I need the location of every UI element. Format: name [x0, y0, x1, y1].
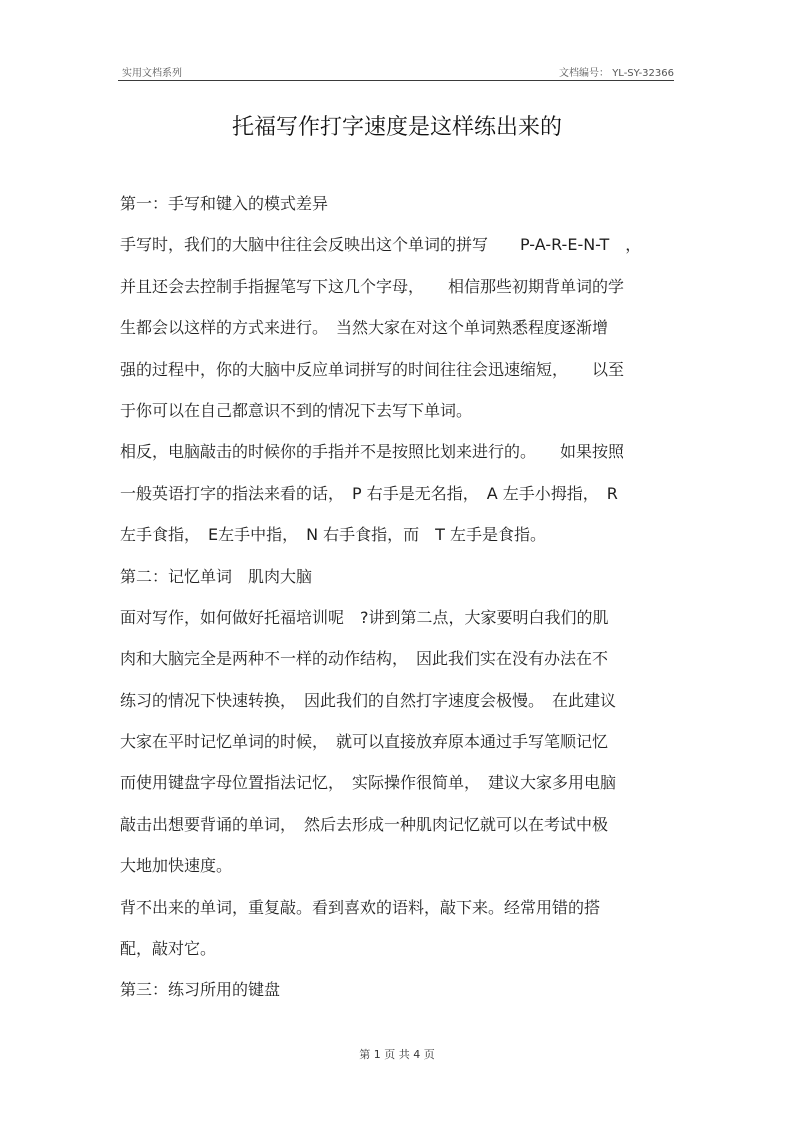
document-body	[120, 190, 680, 1018]
paragraph-line: 一般英语打字的指法来看的话， P 右手是无名指， A 左手小拇指， R	[120, 483, 618, 503]
page-header	[118, 62, 674, 81]
series-label: 实用文档系列	[122, 68, 182, 79]
paragraph-line: 左手食指， E左手中指， N 右手食指，而 T 左手是食指。	[120, 525, 547, 545]
paragraph-line: 敲击出想要背诵的单词， 然后去形成一种肌肉记忆就可以在考试中极	[120, 814, 609, 834]
section-heading-3: 第三：练习所用的键盘	[120, 980, 281, 1000]
paragraph-line: 并且还会去控制手指握笔写下这几个字母， 相信那些初期背单词的学	[120, 276, 625, 296]
paragraph-line: 手写时，我们的大脑中往往会反映出这个单词的拼写 P-A-R-E-N-T ，	[120, 235, 642, 255]
paragraph-line: 大家在平时记忆单词的时候， 就可以直接放弃原本通过手写笔顺记忆	[120, 732, 609, 752]
page-number: 第 1 页 共 4 页	[359, 1048, 435, 1061]
paragraph-line: 大地加快速度。	[120, 856, 233, 876]
paragraph-line: 强的过程中，你的大脑中反应单词拼写的时间往往会迅速缩短， 以至	[120, 359, 625, 379]
paragraph-line: 而使用键盘字母位置指法记忆， 实际操作很简单， 建议大家多用电脑	[120, 773, 617, 793]
paragraph-line: 相反，电脑敲击的时候你的手指并不是按照比划来进行的。 如果按照	[120, 442, 625, 462]
document-title: 托福写作打字速度是这样练出来的	[231, 115, 562, 140]
paragraph-line: 背不出来的单词，重复敲。看到喜欢的语料，敲下来。经常用错的搭	[120, 897, 601, 917]
paragraph-line: 面对写作，如何做好托福培训呢 ?讲到第二点，大家要明白我们的肌	[120, 607, 609, 627]
section-heading-2: 第二：记忆单词 肌肉大脑	[120, 566, 313, 586]
paragraph-line: 生都会以这样的方式来进行。 当然大家在对这个单词熟悉程度逐渐增	[120, 318, 609, 338]
document-number: 文档编号： YL-SY-32366	[559, 68, 674, 79]
paragraph-line: 练习的情况下快速转换， 因此我们的自然打字速度会极慢。 在此建议	[120, 690, 617, 710]
paragraph-line: 肉和大脑完全是两种不一样的动作结构， 因此我们实在没有办法在不	[120, 649, 609, 669]
paragraph-line: 配，敲对它。	[120, 939, 217, 959]
section-heading-1: 第一：手写和键入的模式差异	[120, 194, 329, 213]
paragraph-line: 于你可以在自己都意识不到的情况下去写下单词。	[120, 400, 473, 420]
